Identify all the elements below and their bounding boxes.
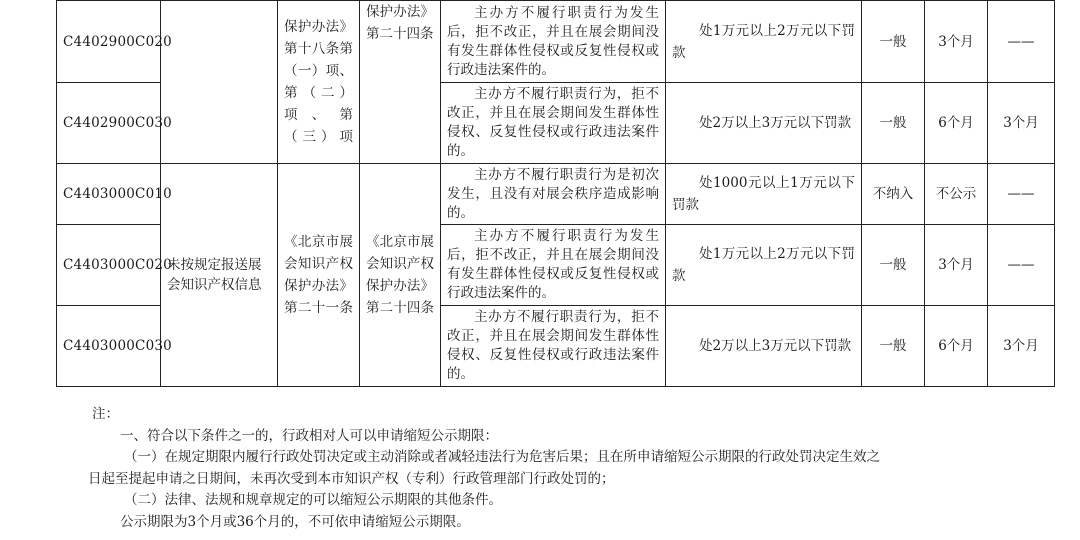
note-line: 日起至提起申请之日期间，未再次受到本市知识产权（专利）行政管理部门行政处罚的； [88,470,615,487]
case-code: C4403000C010 [57,164,161,225]
violation-item: 未按规定报送展会知识产权信息 [161,164,278,387]
case-code: C4403000C020 [57,225,161,306]
legal-basis: 保护办法》第十八条第（一）项、第（二）项、第（三）项 [278,1,360,164]
violation-condition: 主办方不履行职责行为发生后，拒不改正，并且在展会期间没有发生群体性侵权或反复性侵权或行政违法案件的。 [441,225,666,306]
shortened-period: —— [988,1,1055,83]
publicity-period: 3个月 [925,1,988,83]
publicity-period: 不公示 [925,164,988,225]
severity-level: 一般 [862,1,925,83]
shortened-period: 3个月 [988,83,1055,164]
note-line: 公示期限为3个月或36个月的，不可依申请缩短公示期限。 [120,513,470,530]
table-row [57,164,1055,225]
publicity-period: 6个月 [925,306,988,387]
legal-basis: 《北京市展会知识产权保护办法》第二十一条 [278,164,360,387]
item-cell-empty [161,1,278,164]
penalty-basis: 《北京市展会知识产权保护办法》第二十四条 [360,164,441,387]
penalty-amount: 处2万以上3万元以下罚款 [666,306,862,387]
notes-heading: 注： [92,406,119,422]
notes-section [88,404,1002,533]
severity-level: 不纳入 [862,164,925,225]
case-code: C4403000C030 [57,306,161,387]
penalty-amount: 处1万元以上2万元以下罚款 [666,1,862,83]
case-code: C4402900C020 [57,1,161,83]
severity-level: 一般 [862,306,925,387]
penalty-amount: 处1000元以上1万元以下罚款 [666,164,862,225]
table-row [57,1,1055,83]
note-line: （二）法律、法规和规章规定的可以缩短公示期限的其他条件。 [124,492,502,508]
note-line: （一）在规定期限内履行行政处罚决定或主动消除或者减轻违法行为危害后果；且在所申请缩短公示期限的行政处罚决定生效之 [124,449,880,465]
publicity-period: 6个月 [925,83,988,164]
penalty-amount: 处1万元以上2万元以下罚款 [666,225,862,306]
publicity-period: 3个月 [925,225,988,306]
severity-level: 一般 [862,83,925,164]
violation-condition: 主办方不履行职责行为，拒不改正，并且在展会期间发生群体性侵权、反复性侵权或行政违法案件的。 [441,83,666,164]
shortened-period: 3个月 [988,306,1055,387]
violation-condition: 主办方不履行职责行为是初次发生，且没有对展会秩序造成影响的。 [441,164,666,225]
violation-condition: 主办方不履行职责行为，拒不改正，并且在展会期间发生群体性侵权、反复性侵权或行政违法案件的。 [441,306,666,387]
penalty-amount: 处2万以上3万元以下罚款 [666,83,862,164]
severity-level: 一般 [862,225,925,306]
shortened-period: —— [988,164,1055,225]
violation-condition: 主办方不履行职责行为发生后，拒不改正，并且在展会期间没有发生群体性侵权或反复性侵权或行政违法案件的。 [441,1,666,83]
note-line: 一、符合以下条件之一的，行政相对人可以申请缩短公示期限： [120,427,498,444]
penalty-table [56,0,1055,387]
shortened-period: —— [988,225,1055,306]
penalty-basis: 保护办法》第二十四条 [360,1,441,164]
case-code: C4402900C030 [57,83,161,164]
